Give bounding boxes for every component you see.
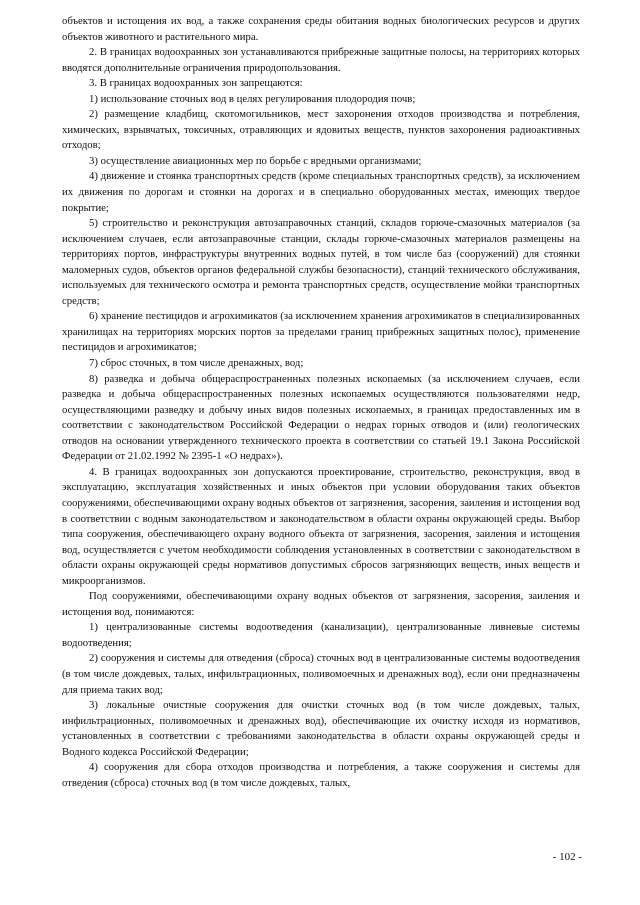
paragraph: Под сооружениями, обеспечивающими охрану водных объектов от загрязнения, засорения, заиления и истощения вод, понимаются: [62, 590, 580, 618]
paragraph: объектов и истощения их вод, а также сохранения среды обитания водных биологических ресурсов и других объектов животного и растительного мира. [62, 15, 580, 43]
list-item: 5) строительство и реконструкция автозаправочных станций, складов горюче-смазочных материалов (за исключением случаев, если автозаправочные станции, склады горюче-смазочных материалов размещены на территориях портов, инфраструктуры внутренних водных путей, в том числе баз (сооружений) для стоянки маломерных судов, объектов органов федеральной службы безопасности), станций технического обслуживания, используемых для технического осмотра и ремонта транспортных средств, осуществление мойки транспортных средств; [62, 217, 580, 307]
page-number: - 102 - [552, 851, 582, 863]
list-item: 1) централизованные системы водоотведения (канализации), централизованные ливневые системы водоотведения; [62, 621, 580, 649]
list-item: 2) размещение кладбищ, скотомогильников, мест захоронения отходов производства и потребления, химических, взрывчатых, токсичных, отравляющих и ядовитых веществ, пунктов захоронения радиоактивных отходов; [62, 108, 580, 152]
list-item: 4) сооружения для сбора отходов производства и потребления, а также сооружения и системы для отведения (сброса) сточных вод (в том числе дождевых, талых, [62, 761, 580, 789]
list-item: 4) движение и стоянка транспортных средств (кроме специальных транспортных средств), за исключением их движения по дорогам и стоянки на дорогах и в специально оборудованных местах, имеющих твердое покрытие; [62, 170, 580, 214]
list-item: 1) использование сточных вод в целях регулирования плодородия почв; [89, 92, 416, 105]
list-item: 3) локальные очистные сооружения для очистки сточных вод (в том числе дождевых, талых, инфильтрационных, поливомоечных и дренажных вод), обеспечивающие их очистку исходя из нормативов, установленных в соответствии с требованиями законодательства в области охраны окружающей среды и Водного кодекса Российской Федерации; [62, 699, 580, 758]
paragraph: 4. В границах водоохранных зон допускаются проектирование, строительство, реконструкция, ввод в эксплуатацию, эксплуатация хозяйственных и иных объектов при условии оборудования таких объектов сооружениями, обеспечивающими охрану водных объектов от загрязнения, засорения, заиления и истощения вод в соответствии с водным законодательством и законодательством в области охраны окружающей среды. Выбор типа сооружения, обеспечивающего охрану водного объекта от загрязнения, засорения, заиления и истощения вод, осуществляется с учетом необходимости соблюдения установленных в соответствии с законодательством в области охраны окружающей среды нормативов допустимых сбросов загрязняющих веществ, иных веществ и микроорганизмов. [62, 465, 580, 587]
paragraph: 2. В границах водоохранных зон устанавливаются прибрежные защитные полосы, на территориях которых вводятся дополнительные ограничения природопользования. [62, 46, 580, 74]
list-item: 3) осуществление авиационных мер по борьбе с вредными организмами; [89, 154, 422, 167]
paragraph: 3. В границах водоохранных зон запрещаются: [89, 77, 303, 90]
list-item: 2) сооружения и системы для отведения (сброса) сточных вод в централизованные системы водоотведения (в том числе дождевых, талых, инфильтрационных, поливомоечных и дренажных вод), если они предназначены для приема таких вод; [62, 652, 580, 696]
list-item: 7) сброс сточных, в том числе дренажных, вод; [89, 357, 304, 370]
list-item: 6) хранение пестицидов и агрохимикатов (за исключением хранения агрохимикатов в специализированных хранилищах на территориях морских портов за пределами границ прибрежных защитных полос), применение пестицидов и агрохимикатов; [62, 310, 580, 354]
document-body [62, 14, 580, 791]
list-item: 8) разведка и добыча общераспространенных полезных ископаемых (за исключением случаев, если разведка и добыча общераспространенных полезных ископаемых осуществляются пользователями недр, осуществляющими разведку и добычу иных видов полезных ископаемых, в границах предоставленных им в соответствии с законодательством Российской Федерации о недрах горных отводов и (или) геологических отводов на основании утвержденного технического проекта в соответствии со статьей 19.1 Закона Российской Федерации от 21.02.1992 № 2395-1 «О недрах»). [62, 372, 580, 463]
